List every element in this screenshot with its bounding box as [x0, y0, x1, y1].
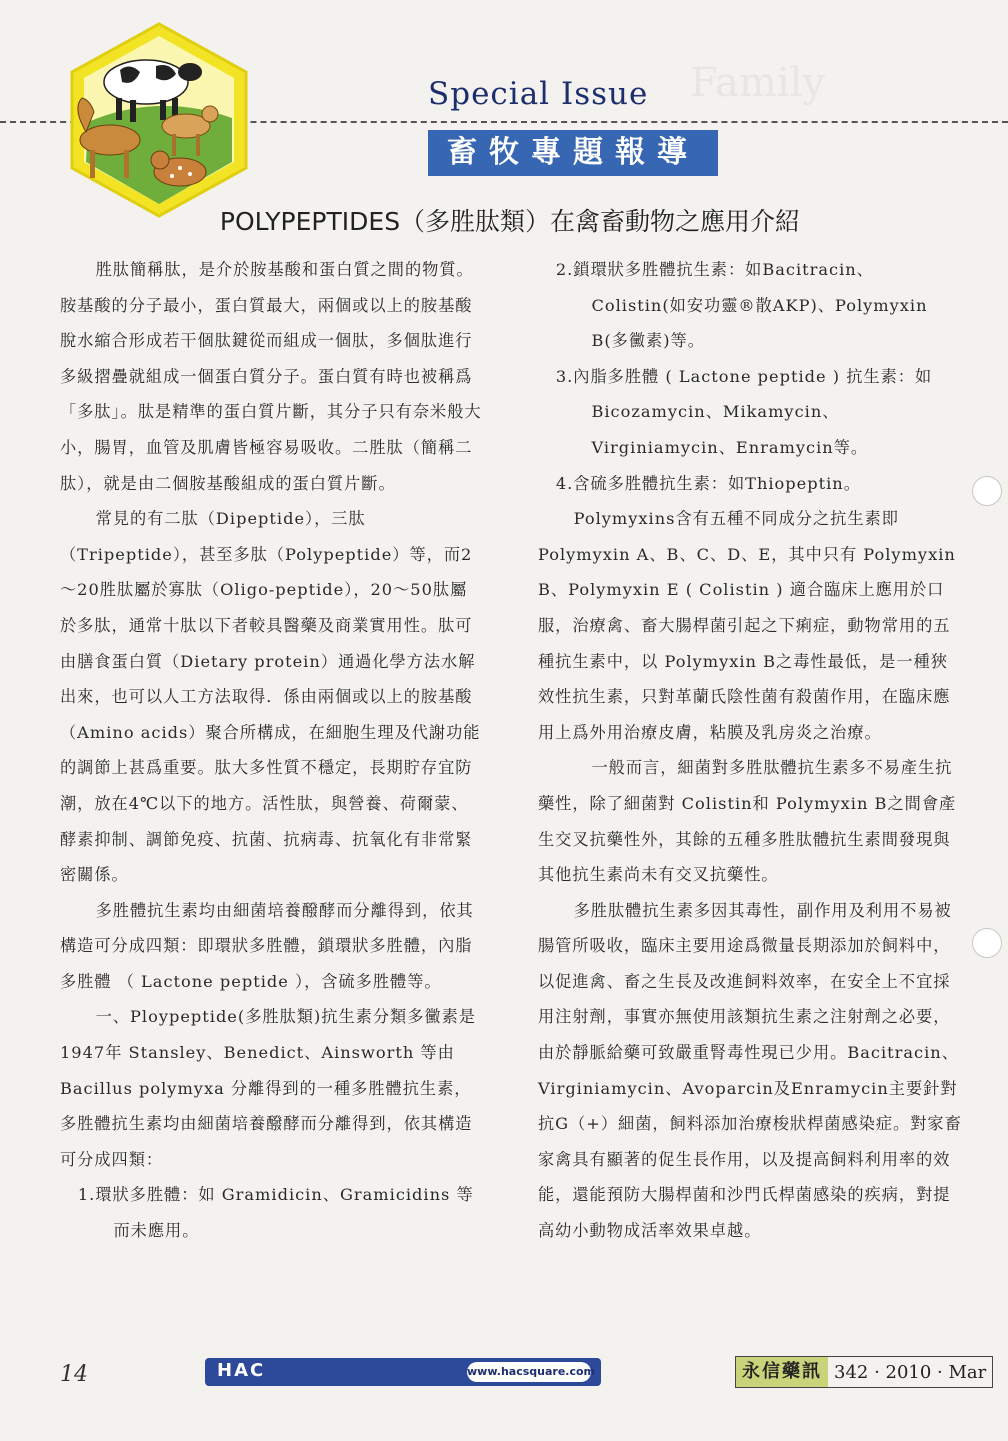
issue-info: 342 · 2010 · Mar — [834, 1361, 987, 1383]
paragraph: 胜肽簡稱肽，是介於胺基酸和蛋白質之間的物質。胺基酸的分子最小，蛋白質最大，兩個或以上的胺基酸脫水縮合形成若干個肽鍵從而組成一個肽，多個肽進行多級摺疊就組成一個蛋白質分子。蛋白質有時也被稱爲「多肽」。肽是精準的蛋白質片斷，其分子只有奈米般大小，腸胃，血管及肌膚皆極容易吸收。二胜肽（簡稱二肽），就是由二個胺基酸組成的蛋白質片斷。 — [60, 260, 482, 493]
paragraph: Polymyxins含有五種不同成分之抗生素即Polymyxin A、B、C、D、E，其中只有 Polymyxin B、Polymyxin E ( Colistin ) 適合臨床上應用於口服，治療禽、畜大腸桿菌引起之下痢症，動物常用的五種抗生素中，以 Polymyxin B之毒性最低，是一種狹效性抗生素，只對革蘭氏陰性菌有殺菌作用，在臨床應用上爲外用治療皮膚，粘膜及乳房炎之治療。 — [538, 509, 956, 742]
paragraph: 常見的有二肽（Dipeptide），三肽（Tripeptide），甚至多肽（Polypeptide）等，而2～20胜肽屬於寡肽（Oligo-peptide），20～50肽屬於多肽，通常十肽以下者較具醫藥及商業實用性。肽可由膳食蛋白質（Dietary protein）通過化學方法水解出來，也可以人工方法取得．係由兩個或以上的胺基酸（Amino acids）聚合所構成，在細胞生理及代謝功能的調節上甚爲重要。肽大多性質不穩定，長期貯存宜防潮，放在4℃以下的地方。活性肽，與營養、荷爾蒙、酵素抑制、調節免疫、抗菌、抗病毒、抗氧化有非常緊密關係。 — [60, 509, 481, 885]
list-item: 2.鎖環狀多胜體抗生素：如Bacitracin、Colistin(如安功靈®散AKP)、Polymyxin B(多黴素)等。 — [555, 260, 928, 351]
left-column — [60, 252, 484, 1249]
section-title-en: Special Issue — [428, 76, 649, 112]
magazine-name: 永信藥訊 — [736, 1357, 828, 1387]
list-item: 3.內脂多胜體 ( Lactone peptide ) 抗生素：如Bicozamycin、Mikamycin、Virginiamycin、Enramycin等。 — [555, 366, 933, 457]
paragraph: 一、Ploypeptide(多胜肽類)抗生素分類多黴素是 1947年 Stansley、Benedict、Ainsworth 等由Bacillus polymyxa 分離得到的一種多胜體抗生素，多胜體抗生素均由細菌培養醱酵而分離得到，依其構造可分成四類： — [60, 1007, 476, 1169]
section-banner-zh: 畜牧專題報導 — [428, 130, 718, 176]
paragraph: 一般而言，細菌對多胜肽體抗生素多不易產生抗藥性，除了細菌對 Colistin和 Polymyxin B之間會產生交叉抗藥性外，其餘的五種多胜肽體抗生素間發現與其他抗生素尚未有交叉抗藥性。 — [538, 758, 957, 885]
paragraph: 多胜肽體抗生素多因其毒性，副作用及利用不易被腸管所吸收，臨床主要用途爲微量長期添加於飼料中，以促進禽、畜之生長及改進飼料效率，在安全上不宜採用注射劑，事實亦無使用該類抗生素之注射劑之必要，由於靜脈給藥可致嚴重腎毒性現已少用。Bacitracin、Virginiamycin、Avoparcin及Enramycin主要針對抗G（+）細菌，飼料添加治療梭狀桿菌感染症。對家畜家禽具有顯著的促生長作用，以及提高飼料利用率的效能，還能預防大腸桿菌和沙門氏桿菌感染的疾病，對提高幼小動物成活率效果卓越。 — [538, 900, 962, 1241]
hac-logo: HAC — [217, 1360, 266, 1381]
right-column — [538, 252, 964, 1249]
animal-hexagon-illustration — [68, 22, 250, 218]
list-item: 4.含硫多胜體抗生素：如Thiopeptin。 — [555, 473, 861, 493]
binder-hole-icon — [972, 476, 1002, 506]
list-item: 1.環狀多胜體：如 Gramidicin、Gramicidins 等而未應用。 — [77, 1185, 474, 1241]
page-number: 14 — [60, 1362, 88, 1387]
hac-url-link[interactable]: www.hacsquare.com — [467, 1362, 591, 1382]
background-watermark: Family — [690, 60, 825, 106]
article-title: POLYPEPTIDES（多胜肽類）在禽畜動物之應用介紹 — [219, 207, 801, 236]
binder-hole-icon — [972, 928, 1002, 958]
magazine-footer — [735, 1356, 993, 1388]
hac-advert-banner — [205, 1358, 601, 1386]
paragraph: 多胜體抗生素均由細菌培養醱酵而分離得到，依其構造可分成四類：即環狀多胜體，鎖環狀多胜體，內脂多胜體 （ Lactone peptide ），含硫多胜體等。 — [60, 900, 474, 991]
